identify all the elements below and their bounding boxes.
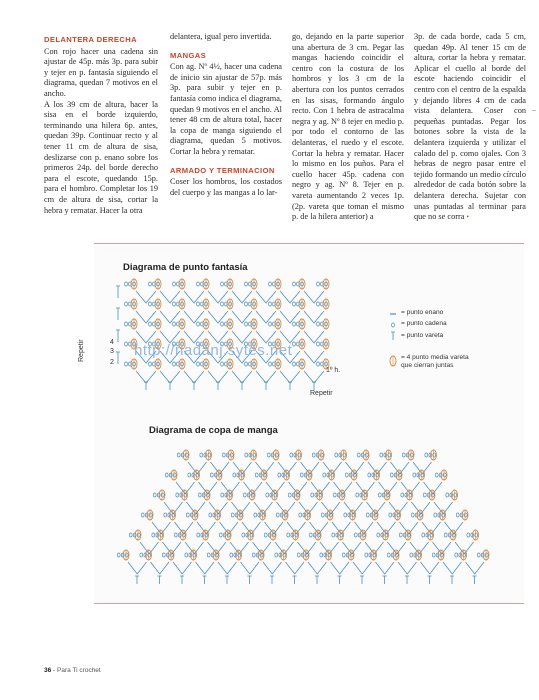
section-heading-delantera: DELANTERA DERECHA <box>44 35 138 44</box>
vareta-stitch-icon <box>400 522 419 534</box>
legend-item: = punto enano <box>401 309 444 316</box>
chain-stitch-icon <box>219 533 222 537</box>
legend-item: = punto cadena <box>401 320 447 327</box>
vareta-stitch-icon <box>301 462 320 474</box>
chain-stitch-icon <box>269 302 272 306</box>
vareta-stitch-icon <box>353 562 372 574</box>
chain-stitch-icon <box>344 513 347 517</box>
chain-stitch-icon <box>456 513 459 517</box>
vareta-stitch-icon <box>401 482 420 494</box>
chain-stitch-icon <box>245 322 248 326</box>
section-heading-mangas: MANGAS <box>170 50 207 60</box>
chain-stitch-icon <box>293 342 296 346</box>
vareta-stitch-icon <box>176 482 195 494</box>
chain-stitch-icon <box>276 513 279 517</box>
vareta-stitch-icon <box>232 311 252 323</box>
chain-stitch-icon <box>186 513 189 517</box>
chain-stitch-icon <box>299 513 302 517</box>
chain-stitch-icon <box>354 533 357 537</box>
chain-stitch-icon <box>140 553 143 557</box>
chain-stitch-icon <box>365 553 368 557</box>
vareta-stitch-icon <box>304 331 324 343</box>
chain-stitch-icon <box>317 322 320 326</box>
chain-stitch-icon <box>297 553 300 557</box>
chain-stitch-icon <box>165 473 168 477</box>
chain-stitch-icon <box>117 553 120 557</box>
vareta-stitch-icon <box>421 562 440 574</box>
chain-stitch-icon <box>174 533 177 537</box>
vareta-stitch-icon <box>443 562 462 574</box>
vareta-stitch-icon <box>280 311 300 323</box>
legend-item: = 4 punto media vareta que cierran juntas <box>401 354 469 369</box>
vareta-stitch-icon <box>280 371 300 383</box>
chain-stitch-icon <box>221 493 224 497</box>
vareta-stitch-icon <box>356 482 375 494</box>
vareta-stitch-icon <box>298 542 317 554</box>
chain-stitch-icon <box>125 282 128 286</box>
vareta-stitch-icon <box>331 562 350 574</box>
vareta-stitch-icon <box>185 542 204 554</box>
vareta-stitch-icon <box>199 482 218 494</box>
vareta-stitch-icon <box>286 562 305 574</box>
chain-stitch-icon <box>422 533 425 537</box>
chain-stitch-icon <box>288 493 291 497</box>
chain-stitch-icon <box>264 533 267 537</box>
chain-stitch-icon <box>197 302 200 306</box>
vareta-stitch-icon <box>391 462 410 474</box>
vareta-stitch-icon <box>434 502 453 514</box>
vareta-stitch-icon <box>323 462 342 474</box>
page-number: 36 <box>44 667 52 674</box>
chain-stitch-icon <box>432 553 435 557</box>
vareta-stitch-icon <box>287 522 306 534</box>
vareta-stitch-icon <box>266 482 285 494</box>
chain-stitch-icon <box>317 362 320 366</box>
chain-stitch-icon <box>149 322 152 326</box>
vareta-stitch-icon <box>160 371 180 383</box>
chain-stitch-icon <box>317 302 320 306</box>
chain-stitch-icon <box>185 553 188 557</box>
chain-stitch-icon <box>173 322 176 326</box>
chain-stitch-icon <box>335 453 338 457</box>
chain-stitch-icon <box>152 533 155 537</box>
vareta-stitch-icon <box>140 542 159 554</box>
vareta-stitch-icon <box>299 502 318 514</box>
vareta-stitch-icon <box>433 542 452 554</box>
chain-stitch-icon <box>245 362 248 366</box>
vareta-stitch-icon <box>365 542 384 554</box>
chain-stitch-icon <box>255 473 258 477</box>
vareta-stitch-icon <box>196 562 215 574</box>
vareta-stitch-icon <box>160 311 180 323</box>
vareta-stitch-icon <box>208 311 228 323</box>
section-heading-armado: ARMADO Y TERMINACION <box>170 165 275 175</box>
column-4 <box>414 32 526 223</box>
vareta-stitch-icon <box>209 502 228 514</box>
chain-stitch-icon <box>200 453 203 457</box>
chain-stitch-icon <box>293 302 296 306</box>
vareta-stitch-icon <box>311 482 330 494</box>
chain-stitch-icon <box>188 473 191 477</box>
chain-stitch-icon <box>401 493 404 497</box>
vareta-stitch-icon <box>244 482 263 494</box>
chain-stitch-icon <box>162 553 165 557</box>
chain-stitch-icon <box>266 493 269 497</box>
magazine-name: - Para Ti crochet <box>53 667 101 674</box>
vareta-stitch-icon <box>343 542 362 554</box>
vareta-stitch-icon <box>232 502 251 514</box>
vareta-stitch-icon <box>320 542 339 554</box>
chain-stitch-icon <box>413 473 416 477</box>
vareta-stitch-icon <box>466 562 485 574</box>
chain-stitch-icon <box>392 323 395 327</box>
chain-stitch-icon <box>311 493 314 497</box>
chain-stitch-icon <box>477 553 480 557</box>
chain-stitch-icon <box>411 513 414 517</box>
chain-stitch-icon <box>125 302 128 306</box>
watermark: http://nadanj.sytes.net <box>134 342 293 359</box>
column-3 <box>292 32 404 223</box>
chain-stitch-icon <box>243 493 246 497</box>
vareta-stitch-icon <box>376 562 395 574</box>
crochet-diagrams <box>94 244 524 603</box>
chain-stitch-icon <box>312 453 315 457</box>
chain-stitch-icon <box>366 513 369 517</box>
chain-stitch-icon <box>287 533 290 537</box>
chain-stitch-icon <box>300 473 303 477</box>
vareta-stitch-icon <box>136 291 156 303</box>
chain-stitch-icon <box>323 473 326 477</box>
chain-stitch-icon <box>252 553 255 557</box>
chain-stitch-icon <box>254 513 257 517</box>
chain-stitch-icon <box>320 553 323 557</box>
chain-stitch-icon <box>125 342 128 346</box>
chain-stitch-icon <box>198 493 201 497</box>
chain-stitch-icon <box>275 553 278 557</box>
chain-stitch-icon <box>435 473 438 477</box>
margin-tick <box>532 110 536 111</box>
vareta-stitch-icon <box>304 351 324 363</box>
chain-stitch-icon <box>269 362 272 366</box>
vareta-stitch-icon <box>424 482 443 494</box>
chain-stitch-icon <box>425 453 428 457</box>
chain-stitch-icon <box>309 533 312 537</box>
vareta-stitch-icon <box>128 562 147 574</box>
vareta-stitch-icon <box>455 542 474 554</box>
chain-stitch-icon <box>197 282 200 286</box>
vareta-stitch-icon <box>256 311 276 323</box>
chain-stitch-icon <box>293 362 296 366</box>
chain-stitch-icon <box>357 453 360 457</box>
chain-stitch-icon <box>141 513 144 517</box>
vareta-stitch-icon <box>355 522 374 534</box>
vareta-stitch-icon <box>377 522 396 534</box>
chain-stitch-icon <box>242 533 245 537</box>
chain-stitch-icon <box>446 493 449 497</box>
vareta-stitch-icon <box>304 371 324 383</box>
chain-stitch-icon <box>197 533 200 537</box>
vareta-stitch-icon <box>275 542 294 554</box>
diagram-title-fantasia: Diagrama de punto fantasía <box>123 262 248 273</box>
vareta-stitch-icon <box>188 462 207 474</box>
vareta-stitch-icon <box>368 462 387 474</box>
chain-stitch-icon <box>173 362 176 366</box>
chain-stitch-icon <box>177 453 180 457</box>
vareta-stitch-icon <box>173 562 192 574</box>
chain-stitch-icon <box>245 302 248 306</box>
chain-stitch-icon <box>402 453 405 457</box>
paragraph: A los 39 cm de altura, hacer la sisa en el borde izquierdo, terminando una hilera 6p. antes, quedan 39p. Continuar recto y al tener 11 cm de altura de sisa, deslizarse con p. enano sobre los primeros 24p. del borde derecho para el escote, quedando 15p. para el hombro. Completar los 19 cm de altura de sisa, cortar la hebra y rematar. Hacer la otra <box>44 99 158 215</box>
vareta-stitch-icon <box>344 502 363 514</box>
vareta-stitch-icon <box>187 502 206 514</box>
end-mark-icon: • <box>466 213 469 222</box>
vareta-stitch-icon <box>308 562 327 574</box>
chain-stitch-icon <box>345 473 348 477</box>
vareta-stitch-icon <box>232 291 252 303</box>
vareta-stitch-icon <box>256 371 276 383</box>
vareta-stitch-icon <box>256 462 275 474</box>
chain-stitch-icon <box>267 453 270 457</box>
vareta-stitch-icon <box>232 371 252 383</box>
chain-stitch-icon <box>378 493 381 497</box>
paragraph: go, dejando en la parte superior una abertura de 3 cm. Pegar las mangas haciendo coincidir el centro con la costura de los hombros y los 3 cm de la abertura con los puntos cerrados en las sisas, formando ángulo recto. Con 1 hebra de astracalma negra y ag. Nº 8 tejer en medio p. por todo el contorno de las delanteras, el ruedo y el escote. Cortar la hebra y rematar. Hacer lo mismo en los puños. Para el cuello hacer 45p. cadena con negro y ag. Nº 8. Tejer en p. vareta aumentando 2 veces 1p. (2p. vareta que toman el mismo p. de la hilera anterior) a <box>292 32 404 222</box>
chain-stitch-icon <box>221 282 224 286</box>
vareta-stitch-icon <box>184 371 204 383</box>
chain-stitch-icon <box>231 513 234 517</box>
vareta-stitch-icon <box>388 542 407 554</box>
vareta-stitch-icon <box>265 522 284 534</box>
vareta-stitch-icon <box>304 291 324 303</box>
chain-stitch-icon <box>173 302 176 306</box>
vareta-stitch-icon <box>389 502 408 514</box>
vareta-stitch-icon <box>445 522 464 534</box>
chain-stitch-icon <box>149 282 152 286</box>
vareta-stitch-icon <box>230 542 249 554</box>
chain-stitch-icon <box>233 473 236 477</box>
chain-stitch-icon <box>173 282 176 286</box>
paragraph: Con ag. Nº 4½, hacer una cadena de inicio sin ajustar de 57p. más 3p. para subir y tejer en p. fantasía como indica el diagrama, quedan 9 motivos en el ancho. Al tener 48 cm de altura total, hacer la copa de manga siguiendo el diagrama, quedan 5 motivos. Cortar la hebra y rematar. <box>170 62 282 156</box>
chain-stitch-icon <box>269 322 272 326</box>
chain-stitch-icon <box>444 533 447 537</box>
chain-stitch-icon <box>209 513 212 517</box>
chain-stitch-icon <box>149 302 152 306</box>
chain-stitch-icon <box>210 473 213 477</box>
chain-stitch-icon <box>317 342 320 346</box>
vareta-stitch-icon <box>152 522 171 534</box>
vareta-stitch-icon <box>332 522 351 534</box>
vareta-stitch-icon <box>164 502 183 514</box>
vareta-stitch-icon <box>304 311 324 323</box>
vareta-stitch-icon <box>277 502 296 514</box>
vareta-stitch-icon <box>242 522 261 534</box>
chain-stitch-icon <box>221 362 224 366</box>
chain-stitch-icon <box>387 553 390 557</box>
chain-stitch-icon <box>129 533 132 537</box>
chain-stitch-icon <box>245 453 248 457</box>
vareta-stitch-icon <box>278 462 297 474</box>
row-label: 2 <box>110 359 114 366</box>
repeat-label-vertical: Repetir <box>78 339 85 362</box>
chain-stitch-icon <box>245 282 248 286</box>
chain-stitch-icon <box>423 493 426 497</box>
vareta-stitch-icon <box>367 502 386 514</box>
column-1 <box>44 32 158 216</box>
row-label-first: 1º h. <box>326 367 341 374</box>
vareta-stitch-icon <box>253 542 272 554</box>
chain-stitch-icon <box>332 533 335 537</box>
vareta-stitch-icon <box>379 482 398 494</box>
vareta-stitch-icon <box>254 502 273 514</box>
diagram-title-copa: Diagrama de copa de manga <box>149 425 278 436</box>
chain-stitch-icon <box>221 302 224 306</box>
diagram-panel <box>78 243 524 604</box>
chain-stitch-icon <box>389 513 392 517</box>
vareta-stitch-icon <box>208 291 228 303</box>
vareta-stitch-icon <box>184 311 204 323</box>
chain-stitch-icon <box>321 513 324 517</box>
chain-stitch-icon <box>278 473 281 477</box>
vareta-stitch-icon <box>175 522 194 534</box>
chain-stitch-icon <box>467 533 470 537</box>
row-label: 4 <box>110 339 114 346</box>
vareta-stitch-icon <box>218 562 237 574</box>
vareta-stitch-icon <box>263 562 282 574</box>
chain-stitch-icon <box>368 473 371 477</box>
vareta-stitch-icon <box>197 522 216 534</box>
chain-stitch-icon <box>317 282 320 286</box>
vareta-stitch-icon <box>422 522 441 534</box>
chain-stitch-icon <box>125 362 128 366</box>
paragraph-text: 3p. de cada borde, cada 5 cm, quedan 49p. Al tener 15 cm de altura, cortar la hebra y rematar. Aplicar el cuello al borde del escote haciendo coincidir el centro con el centro de la espalda y dejando libres 4 cm de cada vista delantera. Coser con pequeñas puntadas. Pegar los botones sobre la vista de la delantera izquierda y utilizar el calado del p. como ojales. Con 3 hebras de negro pasar entre el tejido formando un medio círculo alrededor de cada botón sobre la delantera derecha. Sujetar con unas puntadas al terminar para que no se corra <box>414 32 526 222</box>
chain-stitch-icon <box>356 493 359 497</box>
chain-stitch-icon <box>222 453 225 457</box>
chain-stitch-icon <box>153 493 156 497</box>
chain-stitch-icon <box>410 553 413 557</box>
page-footer <box>44 667 101 674</box>
vareta-stitch-icon <box>211 462 230 474</box>
vareta-stitch-icon <box>163 542 182 554</box>
vareta-stitch-icon <box>136 311 156 323</box>
chain-stitch-icon <box>380 453 383 457</box>
chain-stitch-icon <box>290 453 293 457</box>
chain-stitch-icon <box>125 322 128 326</box>
paragraph: delantera, igual pero invertida. <box>170 32 272 41</box>
vareta-stitch-icon <box>220 522 239 534</box>
chain-stitch-icon <box>293 282 296 286</box>
vareta-stitch-icon <box>334 482 353 494</box>
vareta-stitch-icon <box>151 562 170 574</box>
chain-stitch-icon <box>230 553 233 557</box>
vareta-stitch-icon <box>413 462 432 474</box>
chain-stitch-icon <box>149 362 152 366</box>
vareta-stitch-icon <box>241 562 260 574</box>
vareta-stitch-icon <box>322 502 341 514</box>
vareta-stitch-icon <box>208 371 228 383</box>
vareta-stitch-icon <box>412 502 431 514</box>
chain-stitch-icon <box>342 553 345 557</box>
vareta-stitch-icon <box>221 482 240 494</box>
vareta-stitch-icon <box>410 542 429 554</box>
chain-stitch-icon <box>390 473 393 477</box>
chain-stitch-icon <box>377 533 380 537</box>
paragraph: Coser los hombros, los costados del cuerpo y las mangas a lo lar- <box>170 177 282 197</box>
vareta-stitch-icon <box>160 291 180 303</box>
chain-stitch-icon <box>333 493 336 497</box>
chain-stitch-icon <box>434 513 437 517</box>
vareta-stitch-icon <box>346 462 365 474</box>
legend-item: = punto vareta <box>401 332 444 339</box>
chain-stitch-icon <box>269 282 272 286</box>
column-2 <box>170 32 282 198</box>
chain-stitch-icon <box>455 553 458 557</box>
vareta-stitch-icon <box>280 291 300 303</box>
row-label: 3 <box>110 348 114 355</box>
chain-stitch-icon <box>164 513 167 517</box>
vareta-stitch-icon <box>136 371 156 383</box>
chain-stitch-icon <box>399 533 402 537</box>
repeat-label-horizontal: Repetir <box>310 390 333 397</box>
chain-stitch-icon <box>176 493 179 497</box>
chain-stitch-icon <box>221 322 224 326</box>
vareta-stitch-icon <box>398 562 417 574</box>
chain-stitch-icon <box>293 322 296 326</box>
chain-stitch-icon <box>197 362 200 366</box>
paragraph: Con rojo hacer una cadena sin ajustar de 45p. más 3p. para subir y tejer en p. fantasía siguiendo el diagrama, quedan 7 motivos en el ancho. <box>44 46 158 98</box>
vareta-stitch-icon <box>256 291 276 303</box>
vareta-stitch-icon <box>289 482 308 494</box>
chain-stitch-icon <box>207 553 210 557</box>
vareta-stitch-icon <box>233 462 252 474</box>
vareta-stitch-icon <box>310 522 329 534</box>
vareta-stitch-icon <box>208 542 227 554</box>
chain-stitch-icon <box>197 322 200 326</box>
paragraph <box>414 32 526 223</box>
vareta-stitch-icon <box>184 291 204 303</box>
